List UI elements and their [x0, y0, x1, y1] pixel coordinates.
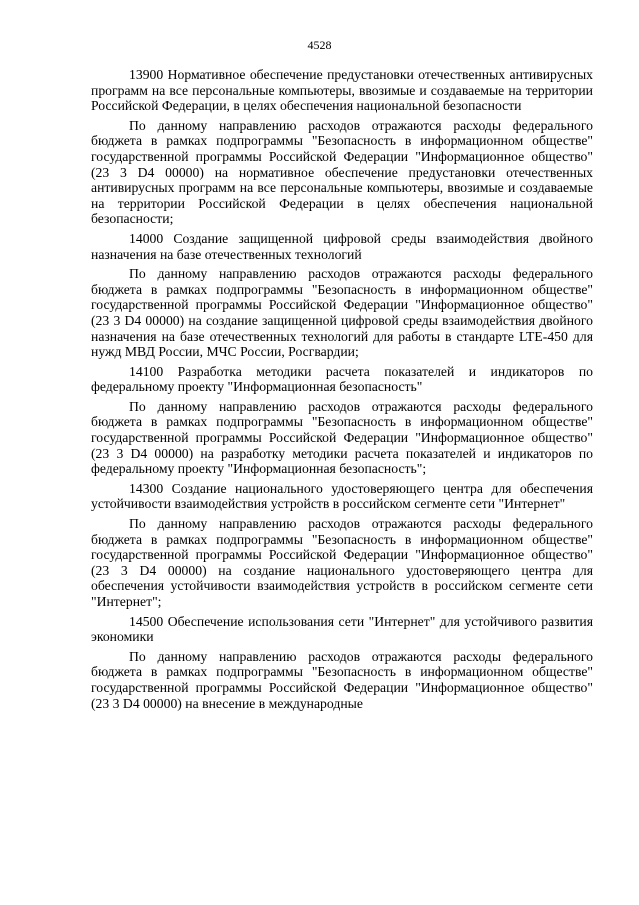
- paragraph-code-14000: 14000 Создание защищенной цифровой среды взаимодействия двойного назначения на базе отечественных технологий: [91, 230, 593, 262]
- paragraph-code-14300: 14300 Создание национального удостоверяющего центра для обеспечения устойчивости взаимодействия устройств в российском сегменте сети "Интернет": [91, 480, 593, 512]
- document-body: [91, 67, 593, 715]
- paragraph-description-14300: По данному направлению расходов отражаются расходы федерального бюджета в рамках подпрограммы "Безопасность в информационном обществе" государственной программы Российской Федерации "Информационное общество" (23 3 D4 00000) на создание национального удостоверяющего центра для обеспечения устойчивости взаимодействия устройств в российском сегменте сети "Интернет";: [91, 516, 593, 609]
- paragraph-code-14100: 14100 Разработка методики расчета показателей и индикаторов по федеральному проекту "Информационная безопасность": [91, 363, 593, 395]
- page-number: 4528: [307, 38, 332, 52]
- paragraph-description-14000: По данному направлению расходов отражаются расходы федерального бюджета в рамках подпрограммы "Безопасность в информационном обществе" государственной программы Российской Федерации "Информационное общество" (23 3 D4 00000) на создание защищенной цифровой среды взаимодействия двойного назначения на базе отечественных технологий для работы в стандарте LTE-450 для нужд МВД России, МЧС России, Росгвардии;: [91, 266, 593, 360]
- paragraph-description-13900: По данному направлению расходов отражаются расходы федерального бюджета в рамках подпрограммы "Безопасность в информационном обществе" государственной программы Российской Федерации "Информационное общество" (23 3 D4 00000) на нормативное обеспечение предустановки отечественных антивирусных программ на все персональные компьютеры, ввозимые и создаваемые на территории Российской Федерации в целях обеспечения национальной безопасности;: [91, 117, 593, 227]
- paragraph-code-14500: 14500 Обеспечение использования сети "Интернет" для устойчивого развития экономики: [91, 613, 593, 645]
- paragraph-description-14500: По данному направлению расходов отражаются расходы федерального бюджета в рамках подпрограммы "Безопасность в информационном обществе" государственной программы Российской Федерации "Информационное общество" (23 3 D4 00000) на внесение в международные: [91, 648, 593, 711]
- paragraph-code-13900: 13900 Нормативное обеспечение предустановки отечественных антивирусных программ на все персональные компьютеры, ввозимые и создаваемые на территории Российской Федерации, в целях обеспечения национальной безопасности: [91, 67, 593, 114]
- paragraph-description-14100: По данному направлению расходов отражаются расходы федерального бюджета в рамках подпрограммы "Безопасность в информационном обществе" государственной программы Российской Федерации "Информационное общество" (23 3 D4 00000) на разработку методики расчета показателей и индикаторов по федеральному проекту "Информационная безопасность";: [91, 398, 593, 477]
